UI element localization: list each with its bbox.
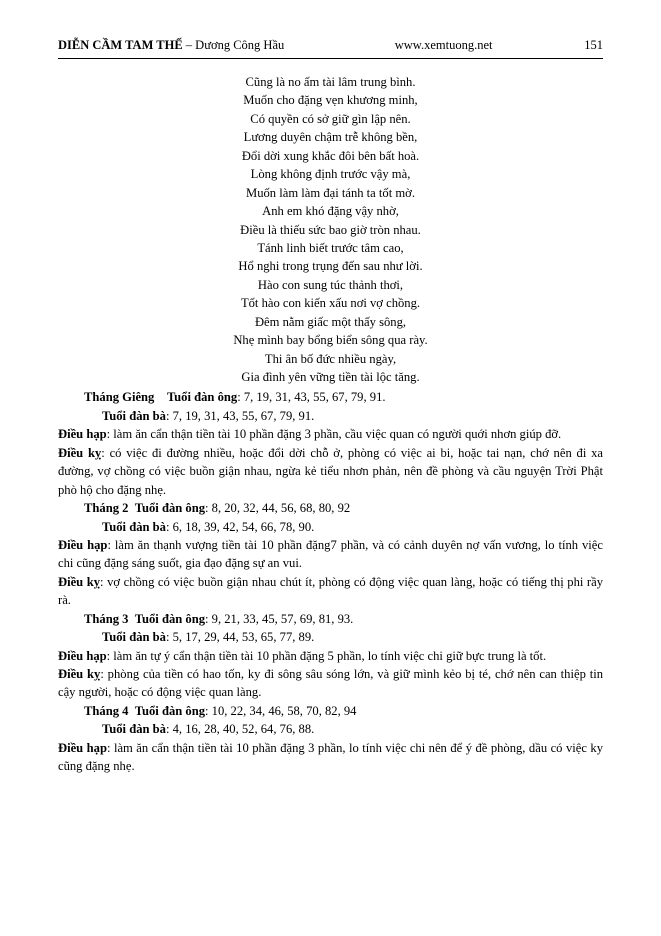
male-age-label: Tuổi đàn ông bbox=[134, 703, 205, 718]
month-male-line bbox=[58, 702, 603, 720]
header-title-bold: DIỄN CẦM TAM THẾ bbox=[58, 38, 183, 52]
month-label: Tháng 2 bbox=[84, 501, 129, 516]
male-age-label: Tuổi đàn ông bbox=[166, 390, 238, 405]
hap-text: : làm ăn cẩn thận tiền tài 10 phần đặng 3 phần, cầu việc quan có người quới nhơn giúp đỡ. bbox=[106, 427, 562, 442]
header-title bbox=[58, 38, 284, 53]
ky-text: : vợ chồng có việc buồn giận nhau chút ít, phòng có động việc quan làng, hoặc có tiếng thị phi rầy rà. bbox=[58, 574, 604, 608]
female-age-label: Tuổi đàn bà bbox=[102, 519, 166, 534]
hap-label: Điều hạp bbox=[58, 740, 107, 755]
verse-line: Muốn cho đặng vẹn khương minh, bbox=[243, 93, 418, 108]
verse-line: Hổ nghi trong trụng đến sau như lời. bbox=[238, 259, 423, 274]
verse-line: Lương duyên chậm trễ không bền, bbox=[243, 130, 418, 145]
header-title-author: – Dương Công Hầu bbox=[182, 38, 285, 52]
month-label: Tháng 4 bbox=[84, 703, 129, 718]
male-age-label: Tuổi đàn ông bbox=[134, 611, 205, 626]
month-male-line bbox=[58, 388, 603, 406]
header-page-number: 151 bbox=[584, 38, 603, 52]
verse-line: Có quyền có sở giữ gìn lập nên. bbox=[250, 111, 411, 126]
hap-text: : làm ăn thạnh vượng tiền tài 10 phần đặng7 phần, và có cảnh duyên nợ vấn vương, lo tính việc chi cũng đặng sáng suốt, gia đạo đặng sự an vui. bbox=[58, 537, 603, 571]
female-age-label: Tuổi đàn bà bbox=[102, 630, 166, 645]
ky-label: Điều kỵ bbox=[58, 574, 101, 589]
month-hap-line bbox=[58, 647, 603, 665]
ky-text: : có việc đi đường nhiều, hoặc đổi dời chỗ ở, phòng có việc ai bi, hoặc tai nạn, chớ nên đi xa đường, vợ chồng có việc buồn giận nhau, ngừa kẻ tiểu nhơn phản, nên đề phòng và cầu nguyện Trời Phật phò hộ cho đặng nhẹ. bbox=[58, 445, 603, 497]
male-age-label: Tuổi đàn ông bbox=[134, 501, 205, 516]
month-female-line bbox=[58, 407, 603, 425]
hap-text: : làm ăn tự ý cẩn thận tiền tài 10 phần đặng 5 phần, lo tính việc chi giữ bực trung là tốt. bbox=[106, 648, 547, 663]
verse-line: Đổi dời xung khắc đôi bên bất hoà. bbox=[241, 148, 420, 163]
male-age-values: : 8, 20, 32, 44, 56, 68, 80, 92 bbox=[205, 501, 351, 516]
hap-label: Điều hạp bbox=[58, 648, 107, 663]
verse-line: Đêm nằm giấc một thấy sông, bbox=[254, 314, 407, 329]
header-website: www.xemtuong.net bbox=[394, 38, 493, 52]
hap-label: Điều hạp bbox=[58, 537, 108, 552]
verse-line: Cũng là no ấm tài lâm trung bình. bbox=[245, 75, 416, 89]
verse-line: Gia đình yên vững tiền tài lộc tăng. bbox=[241, 370, 420, 384]
month-label: Tháng Giêng bbox=[84, 390, 155, 405]
month-female-line bbox=[58, 628, 603, 646]
month-male-line bbox=[58, 610, 603, 628]
ky-label: Điều kỵ bbox=[58, 667, 101, 681]
female-age-values: : 6, 18, 39, 42, 54, 66, 78, 90. bbox=[165, 519, 315, 534]
hap-label: Điều hạp bbox=[58, 427, 107, 442]
months-section bbox=[58, 388, 603, 775]
verse-block bbox=[58, 73, 603, 386]
month-hap-line bbox=[58, 536, 603, 573]
female-age-label: Tuổi đàn bà bbox=[102, 722, 166, 737]
male-age-values: : 10, 22, 34, 46, 58, 70, 82, 94 bbox=[205, 703, 357, 718]
month-ky-line bbox=[58, 573, 603, 610]
verse-line: Lòng không định trước vậy mà, bbox=[250, 167, 411, 182]
month-label: Tháng 3 bbox=[84, 611, 129, 626]
month-hap-line bbox=[58, 739, 603, 776]
verse-line: Anh em khó đặng vậy nhờ, bbox=[262, 204, 399, 219]
page-header bbox=[58, 38, 603, 59]
female-age-values: : 5, 17, 29, 44, 53, 65, 77, 89. bbox=[165, 630, 315, 645]
female-age-values: : 7, 19, 31, 43, 55, 67, 79, 91. bbox=[165, 408, 315, 423]
month-female-line bbox=[58, 518, 603, 536]
month-female-line bbox=[58, 720, 603, 738]
verse-line: Nhẹ mình bay bổng biển sông qua rày. bbox=[233, 333, 428, 348]
verse-line: Muốn làm làm đại tánh ta tốt mờ. bbox=[246, 185, 415, 200]
male-age-values: : 9, 21, 33, 45, 57, 69, 81, 93. bbox=[205, 611, 354, 626]
month-ky-line bbox=[58, 665, 603, 702]
ky-label: Điều kỵ bbox=[58, 445, 102, 460]
ky-text: : phòng của tiền có hao tốn, ky đi sông sâu sóng lớn, và giữ mình kẻo bị té, chớ nên can thiệp tin cậy người, hoặc có động việc quan làng. bbox=[58, 667, 604, 700]
month-male-line bbox=[58, 499, 603, 517]
verse-line: Điều là thiếu sức bao giờ tròn nhau. bbox=[240, 222, 421, 237]
month-hap-line bbox=[58, 425, 603, 443]
verse-line: Tánh linh biết trước tâm cao, bbox=[257, 240, 404, 255]
verse-line: Tốt hào con kiến xấu nơi vợ chồng. bbox=[240, 296, 421, 311]
verse-line: Thi ân bố đức nhiều ngày, bbox=[264, 351, 397, 366]
female-age-values: : 4, 16, 28, 40, 52, 64, 76, 88. bbox=[165, 722, 315, 737]
male-age-values: : 7, 19, 31, 43, 55, 67, 79, 91. bbox=[237, 390, 386, 405]
month-ky-line bbox=[58, 444, 603, 499]
verse-line: Hào con sung túc thảnh thơi, bbox=[257, 277, 404, 292]
female-age-label: Tuổi đàn bà bbox=[102, 408, 166, 423]
hap-text: : làm ăn cẩn thận tiền tài 10 phần đặng 3 phần, lo tính việc chi nên để ý đề phòng, dầu có việc ky cũng đặng nhẹ. bbox=[58, 740, 603, 774]
